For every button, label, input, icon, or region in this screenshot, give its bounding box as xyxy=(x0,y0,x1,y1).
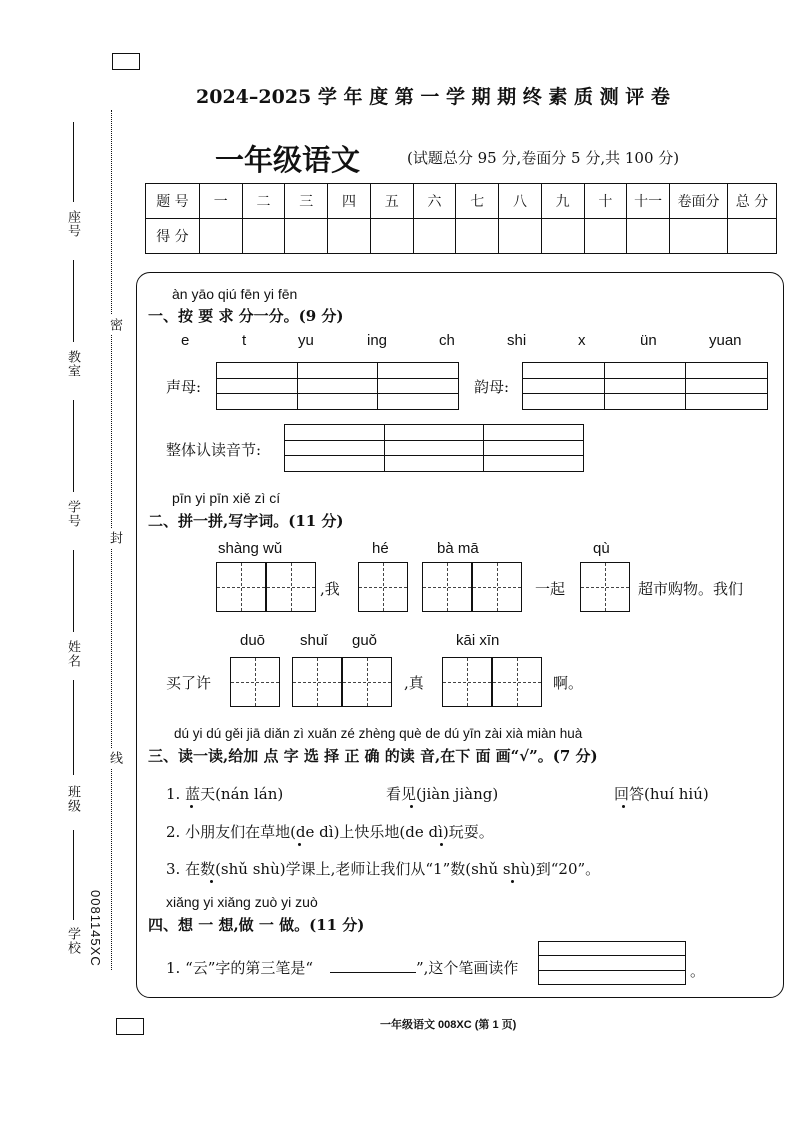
score-head-cell: 三 xyxy=(285,184,328,219)
score-cell[interactable] xyxy=(242,219,285,254)
tianzi-box[interactable] xyxy=(216,562,266,612)
tianzi-box[interactable] xyxy=(580,562,630,612)
text-maile: 买了许 xyxy=(166,674,212,692)
subject-title: 一年级语文 xyxy=(215,143,361,177)
score-cell[interactable] xyxy=(456,219,499,254)
score-head-cell: 五 xyxy=(370,184,413,219)
emphasis-dot xyxy=(190,805,193,808)
q3-line1-b: 看见(jiàn jiàng) xyxy=(386,785,499,803)
score-cell[interactable] xyxy=(627,219,670,254)
stroke-name-writing-grid[interactable] xyxy=(538,941,686,985)
emphasis-dot xyxy=(410,805,413,808)
q1-item: x xyxy=(578,332,586,349)
tianzi-box[interactable] xyxy=(422,562,472,612)
score-head-cell: 四 xyxy=(328,184,371,219)
q4-line1-a: 1. “云”字的第三笔是“ xyxy=(166,959,314,977)
emphasis-dot xyxy=(440,843,443,846)
pinyin-he: hé xyxy=(372,540,389,557)
tianzi-box[interactable] xyxy=(472,562,522,612)
seat-label: 座号 xyxy=(65,210,80,238)
whole-syllable-writing-grid[interactable] xyxy=(284,424,584,472)
tianzi-box[interactable] xyxy=(266,562,316,612)
pinyin-shui: shuǐ xyxy=(300,632,328,649)
classroom-label: 教室 xyxy=(65,350,80,378)
score-head-cell: 六 xyxy=(413,184,456,219)
q1-item: yuan xyxy=(709,332,742,349)
text-yiqi: 一起 xyxy=(535,580,566,598)
score-head-cell: 二 xyxy=(242,184,285,219)
finals-writing-grid[interactable] xyxy=(522,362,768,410)
q1-item: yu xyxy=(298,332,314,349)
score-cell[interactable] xyxy=(541,219,584,254)
score-cell[interactable] xyxy=(370,219,413,254)
tianzi-box[interactable] xyxy=(230,657,280,707)
tianzi-box[interactable] xyxy=(292,657,342,707)
score-cell[interactable] xyxy=(670,219,728,254)
whole-syllable-label: 整体认读音节: xyxy=(166,441,262,459)
score-head-cell: 八 xyxy=(499,184,542,219)
score-head-cell: 九 xyxy=(541,184,584,219)
page-footer: 一年级语文 008XC (第 1 页) xyxy=(380,1019,517,1031)
pinyin-bama: bà mā xyxy=(437,540,479,557)
q3-line1-c: 回答(huí hiú) xyxy=(614,785,709,803)
q2-title: 二、拼一拼,写字词。(11 分) xyxy=(148,512,344,530)
score-cell[interactable] xyxy=(728,219,777,254)
score-cell[interactable] xyxy=(328,219,371,254)
q4-line1-end: 。 xyxy=(690,962,706,980)
score-head-cell: 七 xyxy=(456,184,499,219)
text-zhen: ,真 xyxy=(404,674,424,692)
stroke-answer-blank[interactable] xyxy=(330,972,416,973)
score-cell[interactable] xyxy=(499,219,542,254)
score-cell[interactable] xyxy=(584,219,627,254)
pinyin-duo: duō xyxy=(240,632,266,649)
score-cell[interactable] xyxy=(199,219,242,254)
q1-item: shi xyxy=(507,332,527,349)
score-table xyxy=(145,183,777,254)
seal-char-feng: 封 xyxy=(105,528,124,548)
binding-strip xyxy=(55,110,125,990)
exam-title: 2024–2025 学 年 度 第 一 学 期 期 终 素 质 测 评 卷 xyxy=(196,86,670,108)
q1-item: t xyxy=(242,332,247,349)
text-a: 啊。 xyxy=(553,674,584,692)
score-cell[interactable] xyxy=(285,219,328,254)
q3-line1-a: 1. 蓝天(nán lán) xyxy=(166,785,284,803)
q3-pinyin: dú yi dú gěi jiā diǎn zì xuǎn zé zhèng què de dú yīn zài xià miàn huà xyxy=(174,726,583,741)
q1-item: ing xyxy=(367,332,388,349)
emphasis-dot xyxy=(622,805,625,808)
score-table-header-row xyxy=(146,184,777,219)
seal-char-mi: 密 xyxy=(105,315,124,335)
score-head-cell: 十 xyxy=(584,184,627,219)
bottom-left-box xyxy=(116,1018,144,1035)
score-head-cell: 总 分 xyxy=(728,184,777,219)
q3-line2: 2. 小朋友们在草地(de dì)上快乐地(de dì)玩耍。 xyxy=(166,823,494,841)
student-no-label: 学号 xyxy=(65,500,80,528)
initials-label: 声母: xyxy=(166,378,202,396)
q4-title: 四、想 一 想,做 一 做。(11 分) xyxy=(148,916,365,934)
q1-item: ün xyxy=(640,332,657,349)
score-note: (试题总分 95 分,卷面分 5 分,共 100 分) xyxy=(407,149,680,167)
school-label: 学校 xyxy=(65,927,80,955)
score-head-cell: 一 xyxy=(199,184,242,219)
tianzi-box[interactable] xyxy=(442,657,492,707)
name-label: 姓名 xyxy=(65,640,80,668)
score-row-label: 得 分 xyxy=(146,219,200,254)
score-cell[interactable] xyxy=(413,219,456,254)
emphasis-dot xyxy=(511,880,514,883)
q1-item: ch xyxy=(439,332,455,349)
q4-line1-b: ”,这个笔画读作 xyxy=(416,959,519,977)
q1-title: 一、按 要 求 分一分。(9 分) xyxy=(148,307,344,325)
seal-char-xian: 线 xyxy=(105,748,124,768)
top-left-box xyxy=(112,53,140,70)
class-label: 班级 xyxy=(65,785,80,813)
finals-label: 韵母: xyxy=(474,378,510,396)
pinyin-qu: qù xyxy=(593,540,610,557)
score-head-cell: 卷面分 xyxy=(670,184,728,219)
tianzi-box[interactable] xyxy=(358,562,408,612)
text-chaoshi: 超市购物。我们 xyxy=(638,580,744,598)
tianzi-box[interactable] xyxy=(342,657,392,707)
q3-line3: 3. 在数(shǔ shù)学课上,老师让我们从“1”数(shǔ shù)到“20”。 xyxy=(166,860,601,878)
q1-pinyin: àn yāo qiú fēn yi fēn xyxy=(172,286,298,302)
q3-title: 三、读一读,给加 点 字 选 择 正 确 的读 音,在下 面 画“√”。(7 分) xyxy=(148,747,598,765)
initials-writing-grid[interactable] xyxy=(216,362,459,410)
paper-code: 0081145XC xyxy=(88,890,103,967)
q4-pinyin: xiǎng yi xiǎng zuò yi zuò xyxy=(166,894,318,910)
emphasis-dot xyxy=(298,843,301,846)
text-wo: ,我 xyxy=(320,580,340,598)
q1-item: e xyxy=(181,332,190,349)
pinyin-shangwu: shàng wǔ xyxy=(218,540,283,557)
pinyin-kaixin: kāi xīn xyxy=(456,632,500,649)
score-head-cell: 题 号 xyxy=(146,184,200,219)
score-table-score-row xyxy=(146,219,777,254)
pinyin-guo: guǒ xyxy=(352,632,378,649)
emphasis-dot xyxy=(210,880,213,883)
tianzi-box[interactable] xyxy=(492,657,542,707)
score-head-cell: 十一 xyxy=(627,184,670,219)
q2-pinyin: pīn yi pīn xiě zì cí xyxy=(172,490,281,506)
